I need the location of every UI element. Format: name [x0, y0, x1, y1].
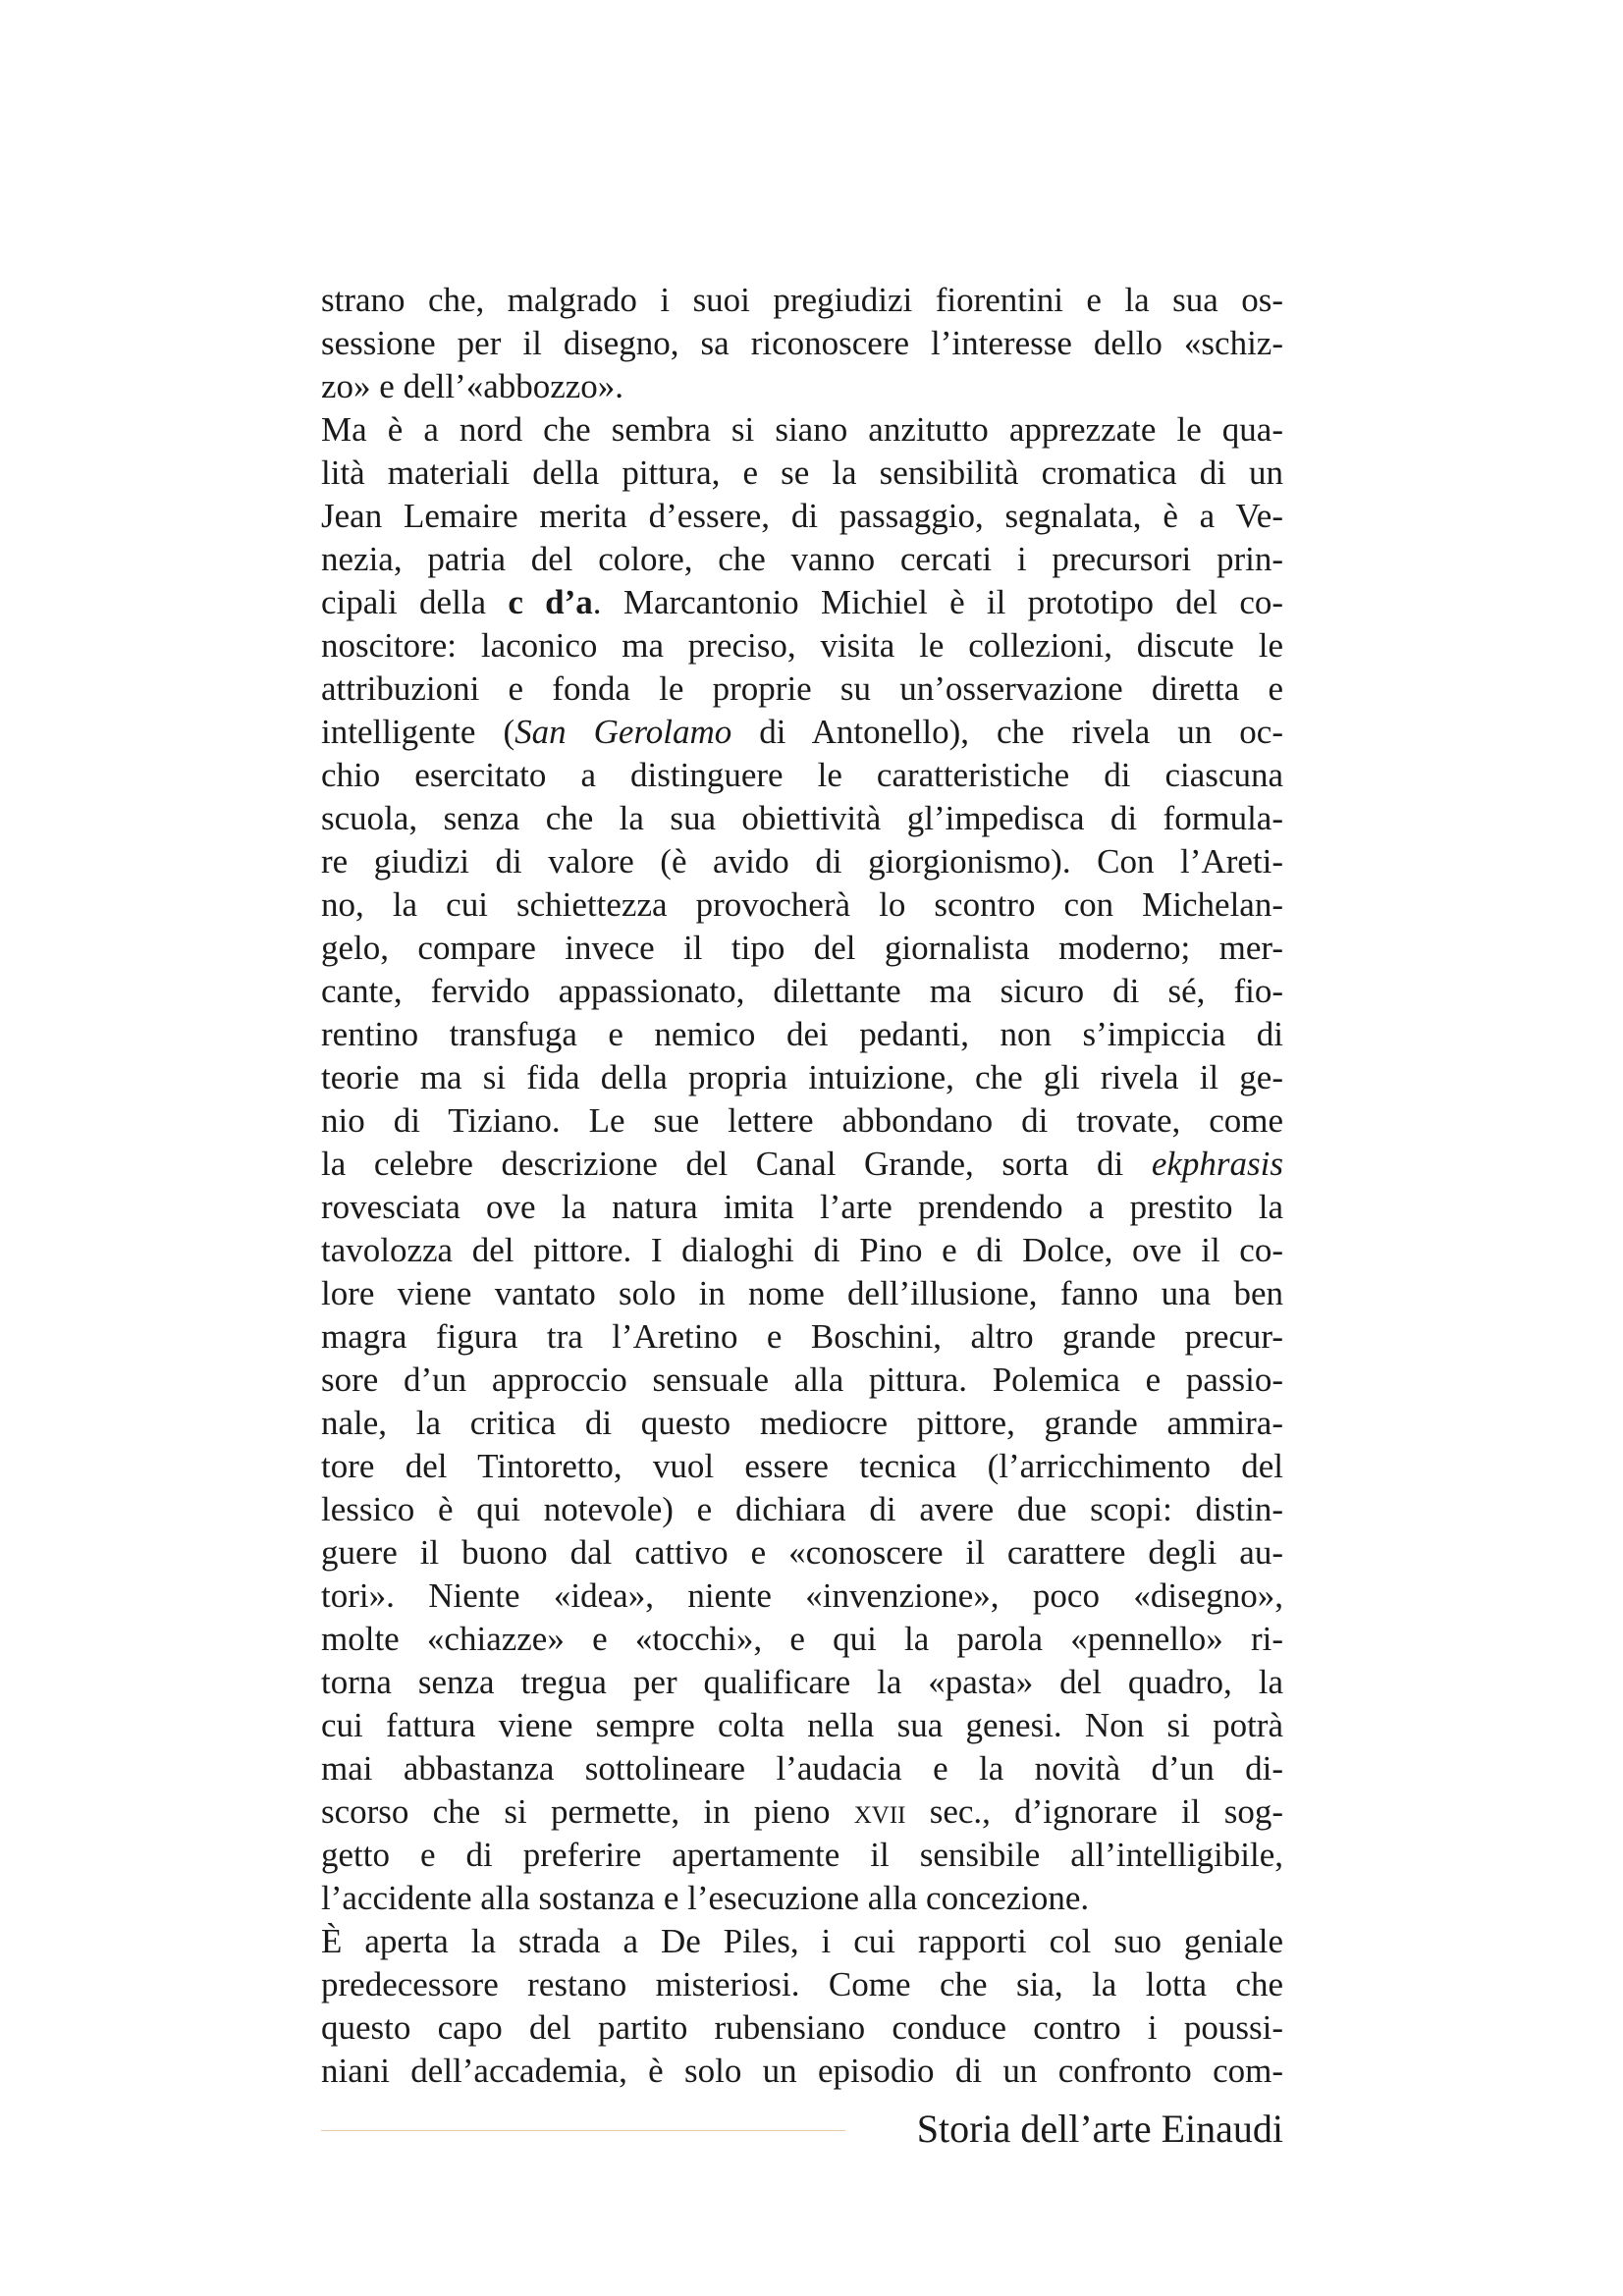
text-line — [321, 1445, 1283, 1488]
text-line — [321, 1056, 1283, 1099]
text-segment: teorie ma si fida della propria intuizione, che gli rivela il ge- — [321, 1058, 1283, 1096]
text-segment: scuola, senza che la sua obiettività gl’impedisca di formula- — [321, 799, 1283, 837]
text-line — [321, 1013, 1283, 1056]
body-text — [321, 279, 1283, 2093]
text-segment: mai abbastanza sottolineare l’audacia e la novità d’un di- — [321, 1749, 1283, 1788]
text-line — [321, 322, 1283, 365]
text-segment: torna senza tregua per qualificare la «pasta» del quadro, la — [321, 1663, 1283, 1701]
text-line — [321, 1315, 1283, 1359]
text-line — [321, 711, 1283, 754]
text-line — [321, 1488, 1283, 1531]
text-line — [321, 1099, 1283, 1143]
text-segment: nale, la critica di questo mediocre pittore, grande ammira- — [321, 1404, 1283, 1442]
text-line — [321, 279, 1283, 322]
text-line — [321, 452, 1283, 495]
text-segment: predecessore restano misteriosi. Come che sia, la lotta che — [321, 1965, 1283, 2003]
text-segment: molte «chiazze» e «tocchi», e qui la parola «pennello» ri- — [321, 1620, 1283, 1658]
text-segment: getto e di preferire apertamente il sensibile all’intelligibile, — [321, 1836, 1283, 1874]
text-line — [321, 667, 1283, 711]
text-segment: cante, fervido appassionato, dilettante ma sicuro di sé, fio- — [321, 972, 1283, 1010]
text-segment: sec., d’ignorare il sog- — [905, 1792, 1283, 1831]
text-line — [321, 1359, 1283, 1402]
text-line — [321, 1229, 1283, 1272]
text-line — [321, 538, 1283, 581]
text-segment: rentino transfuga e nemico dei pedanti, non s’impiccia di — [321, 1015, 1283, 1053]
text-line — [321, 1661, 1283, 1704]
text-line — [321, 797, 1283, 840]
text-segment: scorso che si permette, in pieno — [321, 1792, 854, 1831]
text-segment: strano che, malgrado i suoi pregiudizi fiorentini e la sua os- — [321, 281, 1283, 319]
text-segment: tori». Niente «idea», niente «invenzione», poco «disegno», — [321, 1576, 1283, 1615]
text-segment: rovesciata ove la natura imita l’arte prendendo a prestito la — [321, 1188, 1283, 1226]
text-segment: guere il buono dal cattivo e «conoscere il carattere degli au- — [321, 1533, 1283, 1572]
text-segment: l’accidente alla sostanza e l’esecuzione alla concezione. — [321, 1879, 1090, 1917]
text-segment: . Marcantonio Michiel è il prototipo del co- — [592, 583, 1284, 621]
text-line — [321, 970, 1283, 1013]
text-segment: lessico è qui notevole) e dichiara di avere due scopi: distin- — [321, 1490, 1283, 1528]
text-segment: niani dell’accademia, è solo un episodio di un confronto com- — [321, 2052, 1283, 2090]
text-line — [321, 408, 1283, 452]
text-segment: tavolozza del pittore. I dialoghi di Pino e di Dolce, ove il co- — [321, 1231, 1283, 1269]
text-segment: intelligente ( — [321, 713, 515, 751]
text-line — [321, 2050, 1283, 2093]
text-line — [321, 1272, 1283, 1315]
text-segment: cui fattura viene sempre colta nella sua genesi. Non si potrà — [321, 1706, 1283, 1744]
text-line — [321, 1920, 1283, 1963]
text-line — [321, 2006, 1283, 2050]
text-line — [321, 624, 1283, 667]
text-line — [321, 1790, 1283, 1834]
text-segment: la celebre descrizione del Canal Grande, sorta di — [321, 1145, 1152, 1183]
text-segment: questo capo del partito rubensiano conduce contro i poussi- — [321, 2008, 1283, 2047]
text-segment: c d’a — [508, 583, 593, 621]
text-segment: gelo, compare invece il tipo del giornalista moderno; mer- — [321, 929, 1283, 967]
text-segment: Jean Lemaire merita d’essere, di passaggio, segnalata, è a Ve- — [321, 497, 1283, 535]
text-line — [321, 927, 1283, 970]
footer-publisher: Storia dell’arte Einaudi — [916, 2107, 1283, 2151]
text-segment: lore viene vantato solo in nome dell’illusione, fanno una ben — [321, 1274, 1283, 1312]
text-segment: chio esercitato a distinguere le caratteristiche di ciascuna — [321, 756, 1283, 794]
text-line — [321, 1618, 1283, 1661]
text-line — [321, 754, 1283, 797]
text-line — [321, 1575, 1283, 1618]
text-line — [321, 1704, 1283, 1747]
text-segment: Ma è a nord che sembra si siano anzitutto apprezzate le qua- — [321, 410, 1283, 449]
text-segment: lità materiali della pittura, e se la sensibilità cromatica di un — [321, 454, 1283, 492]
text-line — [321, 495, 1283, 538]
text-segment: zo» e dell’«abbozzo». — [321, 367, 624, 405]
text-segment: di Antonello), che rivela un oc- — [731, 713, 1283, 751]
text-line — [321, 581, 1283, 624]
text-line — [321, 1834, 1283, 1877]
text-segment: È aperta la strada a De Piles, i cui rapporti col suo geniale — [321, 1922, 1283, 1960]
text-line — [321, 1186, 1283, 1229]
text-segment: ekphrasis — [1151, 1145, 1283, 1183]
text-line — [321, 1531, 1283, 1575]
text-line — [321, 883, 1283, 927]
text-line — [321, 1877, 1283, 1920]
text-segment: tore del Tintoretto, vuol essere tecnica (l’arricchimento del — [321, 1447, 1283, 1485]
text-line — [321, 365, 1283, 408]
text-segment: nio di Tiziano. Le sue lettere abbondano di trovate, come — [321, 1101, 1283, 1140]
text-segment: xvii — [853, 1792, 906, 1831]
text-segment: sore d’un approccio sensuale alla pittura. Polemica e passio- — [321, 1361, 1283, 1399]
text-segment: attribuzioni e fonda le proprie su un’osservazione diretta e — [321, 669, 1283, 708]
text-line — [321, 840, 1283, 883]
text-segment: noscitore: laconico ma preciso, visita le collezioni, discute le — [321, 626, 1283, 665]
text-segment: cipali della — [321, 583, 509, 621]
text-segment: nezia, patria del colore, che vanno cercati i precursori prin- — [321, 540, 1283, 578]
text-segment: San Gerolamo — [514, 713, 732, 751]
text-segment: sessione per il disegno, sa riconoscere l’interesse dello «schiz- — [321, 324, 1283, 362]
footer-rule — [321, 2130, 845, 2131]
text-line — [321, 1963, 1283, 2006]
text-line — [321, 1747, 1283, 1790]
text-segment: re giudizi di valore (è avido di giorgionismo). Con l’Areti- — [321, 842, 1283, 881]
text-segment: no, la cui schiettezza provocherà lo scontro con Michelan- — [321, 885, 1283, 924]
text-line — [321, 1143, 1283, 1186]
text-line — [321, 1402, 1283, 1445]
text-segment: magra figura tra l’Aretino e Boschini, altro grande precur- — [321, 1317, 1283, 1356]
page-footer — [321, 2105, 1283, 2154]
